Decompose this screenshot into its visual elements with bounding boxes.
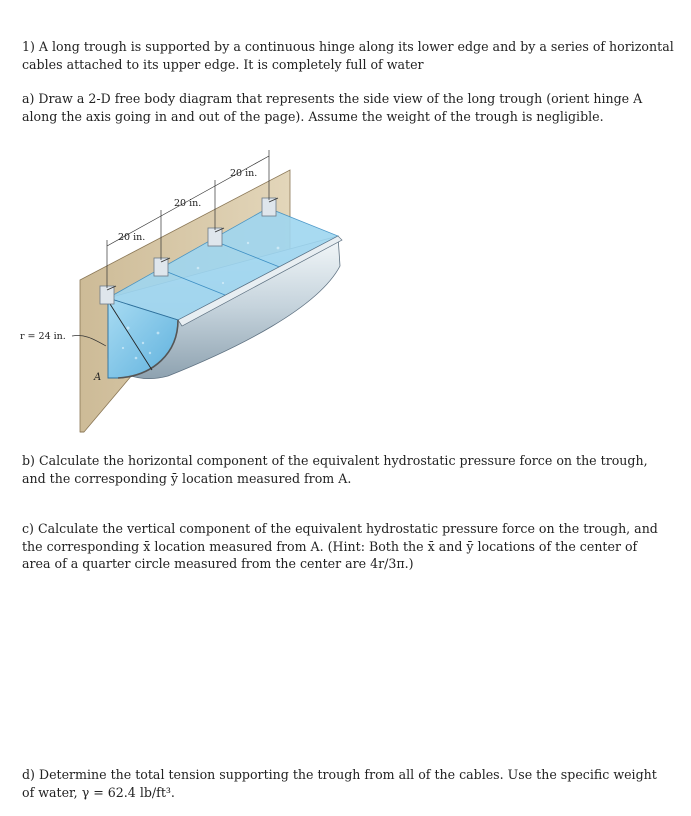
spacing-label-1: 20 in. bbox=[118, 232, 146, 243]
text-line: d) Determine the total tension supporting the trough from all of the cables. Use the specific weight bbox=[22, 767, 657, 782]
text-line: of water, γ = 62.4 lb/ft³. bbox=[22, 784, 175, 800]
text-line: cables attached to its upper edge. It is completely full of water bbox=[22, 56, 424, 72]
part-d bbox=[22, 766, 657, 801]
problem-intro bbox=[22, 38, 674, 73]
text-line: and the corresponding ȳ location measured from A. bbox=[22, 470, 352, 486]
part-c bbox=[22, 520, 658, 573]
text-line: a) Draw a 2-D free body diagram that represents the side view of the long trough (orient hinge A bbox=[22, 91, 643, 106]
spacing-label-2: 20 in. bbox=[174, 198, 202, 209]
text-line: along the axis going in and out of the page). Assume the weight of the trough is negligible. bbox=[22, 108, 604, 124]
text-line: 1) A long trough is supported by a continuous hinge along its lower edge and by a series of horizontal bbox=[22, 39, 674, 54]
radius-label: r = 24 in. bbox=[20, 331, 66, 342]
trough-figure bbox=[18, 148, 348, 438]
text-line: c) Calculate the vertical component of the equivalent hydrostatic pressure force on the trough, and bbox=[22, 521, 658, 536]
part-a bbox=[22, 90, 642, 125]
hinge-label: A bbox=[94, 372, 102, 383]
text-line: area of a quarter circle measured from the center are 4r/3π.) bbox=[22, 556, 414, 571]
text-line: b) Calculate the horizontal component of the equivalent hydrostatic pressure force on the trough, bbox=[22, 453, 648, 468]
part-b bbox=[22, 452, 648, 487]
spacing-label-3: 20 in. bbox=[230, 168, 258, 179]
text-line: the corresponding x̄ location measured from A. (Hint: Both the x̄ and ȳ locations of the center of bbox=[22, 538, 638, 554]
